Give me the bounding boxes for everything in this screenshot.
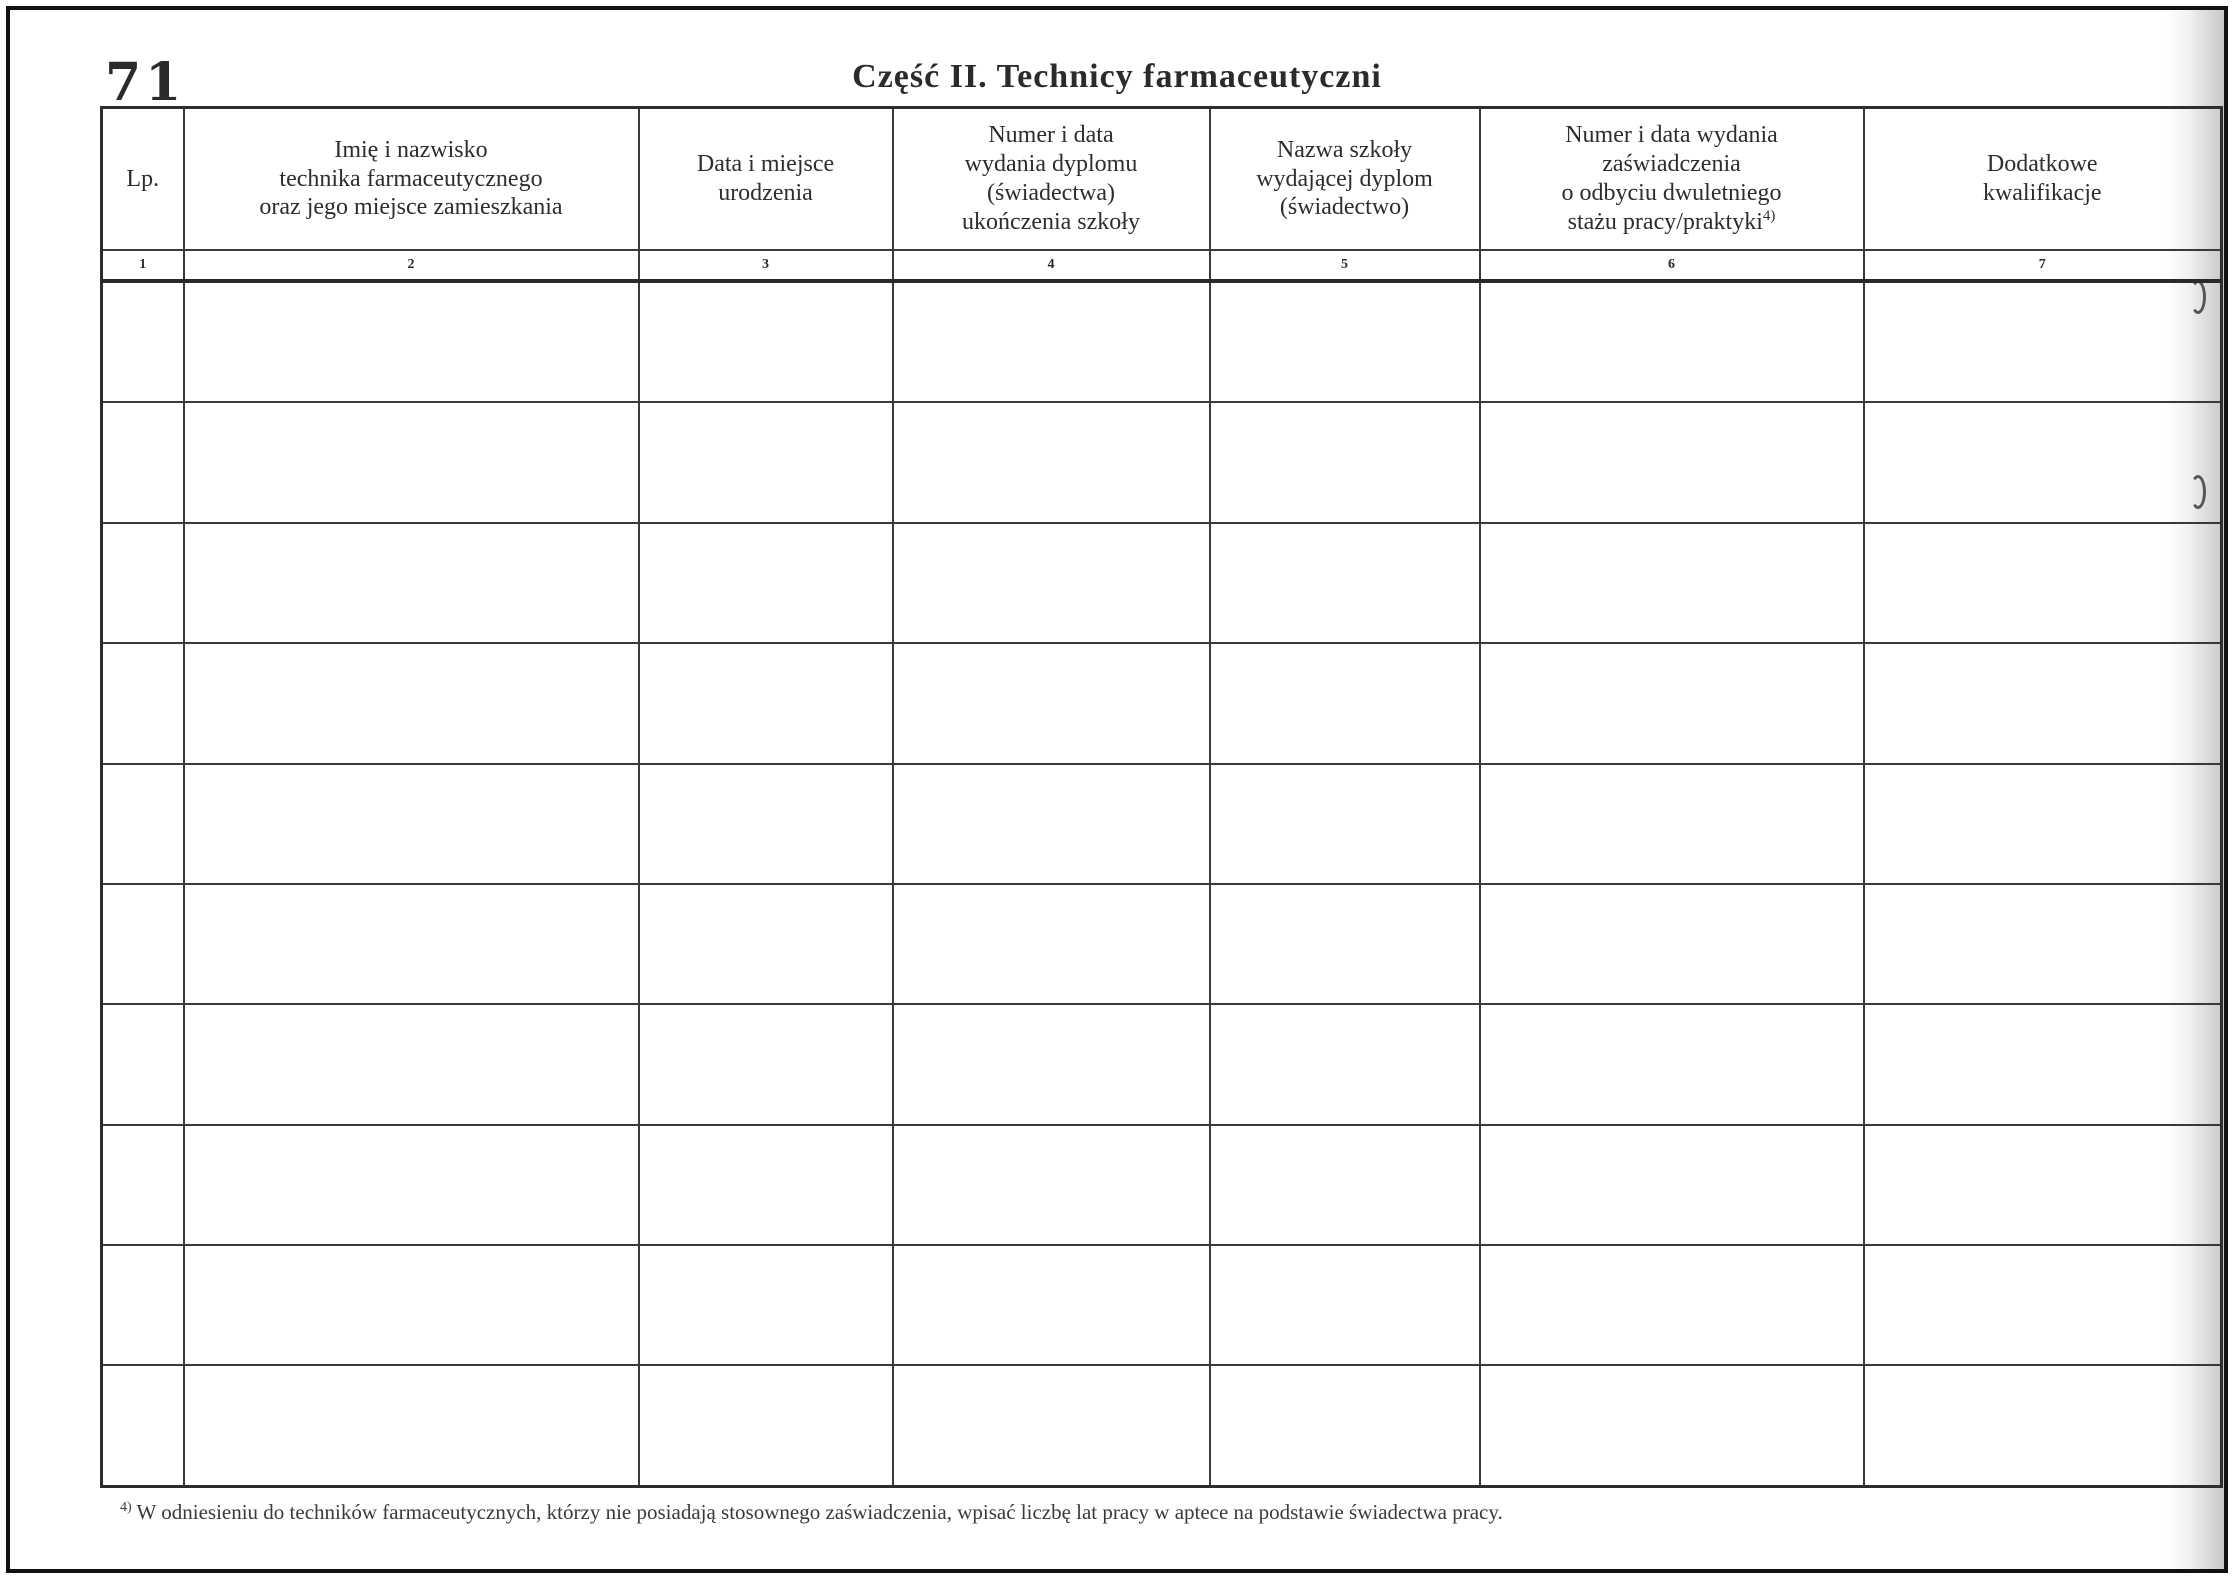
column-number: 4 — [893, 250, 1210, 281]
column-number: 6 — [1480, 250, 1864, 281]
table-row — [102, 1365, 2222, 1486]
table-cell[interactable] — [1480, 643, 1864, 763]
table-cell[interactable] — [1480, 281, 1864, 402]
table-cell[interactable] — [639, 764, 893, 884]
table-cell[interactable] — [1864, 281, 2222, 402]
table-cell[interactable] — [1210, 884, 1480, 1004]
table-cell[interactable] — [893, 1245, 1210, 1365]
table-row — [102, 764, 2222, 884]
table-cell[interactable] — [639, 643, 893, 763]
table-cell[interactable] — [184, 281, 639, 402]
table-row — [102, 1125, 2222, 1245]
footnote-marker: 4) — [120, 1500, 132, 1515]
table-cell[interactable] — [102, 1245, 184, 1365]
table-cell[interactable] — [102, 764, 184, 884]
table-cell[interactable] — [1210, 402, 1480, 522]
table-cell[interactable] — [639, 402, 893, 522]
table-cell[interactable] — [102, 643, 184, 763]
table-cell[interactable] — [1480, 523, 1864, 643]
table-cell[interactable] — [1864, 764, 2222, 884]
column-header-school: Nazwa szkoły wydającej dyplom (świadectwo) — [1210, 108, 1480, 251]
table-cell[interactable] — [1864, 1004, 2222, 1124]
table-cell[interactable] — [639, 523, 893, 643]
column-header-qualifications: Dodatkowe kwalifikacje — [1864, 108, 2222, 251]
footnote — [120, 1500, 1503, 1525]
column-number-row — [102, 250, 2222, 281]
footnote-text: W odniesieniu do techników farmaceutycznych, którzy nie posiadają stosownego zaświadczenia, wpisać liczbę lat pracy w aptece na podstawie świadectwa pracy. — [136, 1500, 1503, 1524]
table-cell[interactable] — [1864, 1125, 2222, 1245]
table-cell[interactable] — [1210, 1125, 1480, 1245]
footnote-reference: 4) — [1762, 208, 1776, 225]
table-cell[interactable] — [184, 764, 639, 884]
table-cell[interactable] — [1210, 1365, 1480, 1486]
table-cell[interactable] — [184, 643, 639, 763]
table-cell[interactable] — [1864, 523, 2222, 643]
table-row — [102, 281, 2222, 402]
column-number: 2 — [184, 250, 639, 281]
table-cell[interactable] — [1210, 1245, 1480, 1365]
table-cell[interactable] — [639, 1004, 893, 1124]
table-cell[interactable] — [102, 281, 184, 402]
section-title: Część II. Technicy farmaceutyczni — [852, 58, 1382, 95]
table-cell[interactable] — [1210, 643, 1480, 763]
page-number: 71 — [105, 52, 186, 113]
table-cell[interactable] — [102, 402, 184, 522]
table-cell[interactable] — [184, 1365, 639, 1486]
table-cell[interactable] — [893, 643, 1210, 763]
table-cell[interactable] — [893, 884, 1210, 1004]
table-cell[interactable] — [1480, 884, 1864, 1004]
table-cell[interactable] — [102, 1004, 184, 1124]
table-cell[interactable] — [1480, 764, 1864, 884]
table-cell[interactable] — [893, 1004, 1210, 1124]
table-cell[interactable] — [184, 884, 639, 1004]
column-header-lp: Lp. — [102, 108, 184, 251]
table-cell[interactable] — [102, 1365, 184, 1486]
table-row — [102, 643, 2222, 763]
header-row — [102, 108, 2222, 251]
table-cell[interactable] — [102, 884, 184, 1004]
table-cell[interactable] — [893, 1125, 1210, 1245]
table-cell[interactable] — [1480, 1125, 1864, 1245]
table-cell[interactable] — [1210, 1004, 1480, 1124]
column-number: 5 — [1210, 250, 1480, 281]
table-cell[interactable] — [184, 1245, 639, 1365]
table-cell[interactable] — [1480, 1245, 1864, 1365]
table-cell[interactable] — [893, 1365, 1210, 1486]
table-cell[interactable] — [639, 1245, 893, 1365]
table-cell[interactable] — [639, 281, 893, 402]
page-frame — [6, 6, 2228, 1573]
table-cell[interactable] — [1210, 764, 1480, 884]
register-table — [100, 106, 2223, 1488]
column-number: 3 — [639, 250, 893, 281]
table-cell[interactable] — [1480, 1004, 1864, 1124]
table-cell[interactable] — [639, 1365, 893, 1486]
table-row — [102, 1004, 2222, 1124]
table-cell[interactable] — [893, 281, 1210, 402]
table-cell[interactable] — [1864, 402, 2222, 522]
table-cell[interactable] — [1864, 1245, 2222, 1365]
table-cell[interactable] — [1210, 523, 1480, 643]
table-cell[interactable] — [184, 402, 639, 522]
table-cell[interactable] — [1210, 281, 1480, 402]
table-row — [102, 523, 2222, 643]
table-cell[interactable] — [184, 1125, 639, 1245]
column-header-name: Imię i nazwisko technika farmaceutycznego oraz jego miejsce zamieszkania — [184, 108, 639, 251]
column-header-birth: Data i miejsce urodzenia — [639, 108, 893, 251]
table-cell[interactable] — [893, 523, 1210, 643]
register-table-wrapper — [100, 106, 2220, 1488]
table-cell[interactable] — [102, 523, 184, 643]
table-cell[interactable] — [1864, 643, 2222, 763]
table-cell[interactable] — [893, 764, 1210, 884]
column-number: 7 — [1864, 250, 2222, 281]
table-cell[interactable] — [1864, 1365, 2222, 1486]
table-row — [102, 884, 2222, 1004]
table-cell[interactable] — [1864, 884, 2222, 1004]
table-cell[interactable] — [1480, 1365, 1864, 1486]
table-cell[interactable] — [893, 402, 1210, 522]
table-cell[interactable] — [102, 1125, 184, 1245]
table-cell[interactable] — [639, 1125, 893, 1245]
column-number: 1 — [102, 250, 184, 281]
table-cell[interactable] — [1480, 402, 1864, 522]
column-header-diploma: Numer i data wydania dyplomu (świadectwa) ukończenia szkoły — [893, 108, 1210, 251]
table-cell[interactable] — [639, 884, 893, 1004]
column-header-internship: Numer i data wydania zaświadczenia o odbyciu dwuletniego stażu pracy/praktyki$^{4)}$ — [1480, 108, 1864, 251]
table-cell[interactable] — [184, 523, 639, 643]
table-row — [102, 402, 2222, 522]
table-cell[interactable] — [184, 1004, 639, 1124]
table-row — [102, 1245, 2222, 1365]
